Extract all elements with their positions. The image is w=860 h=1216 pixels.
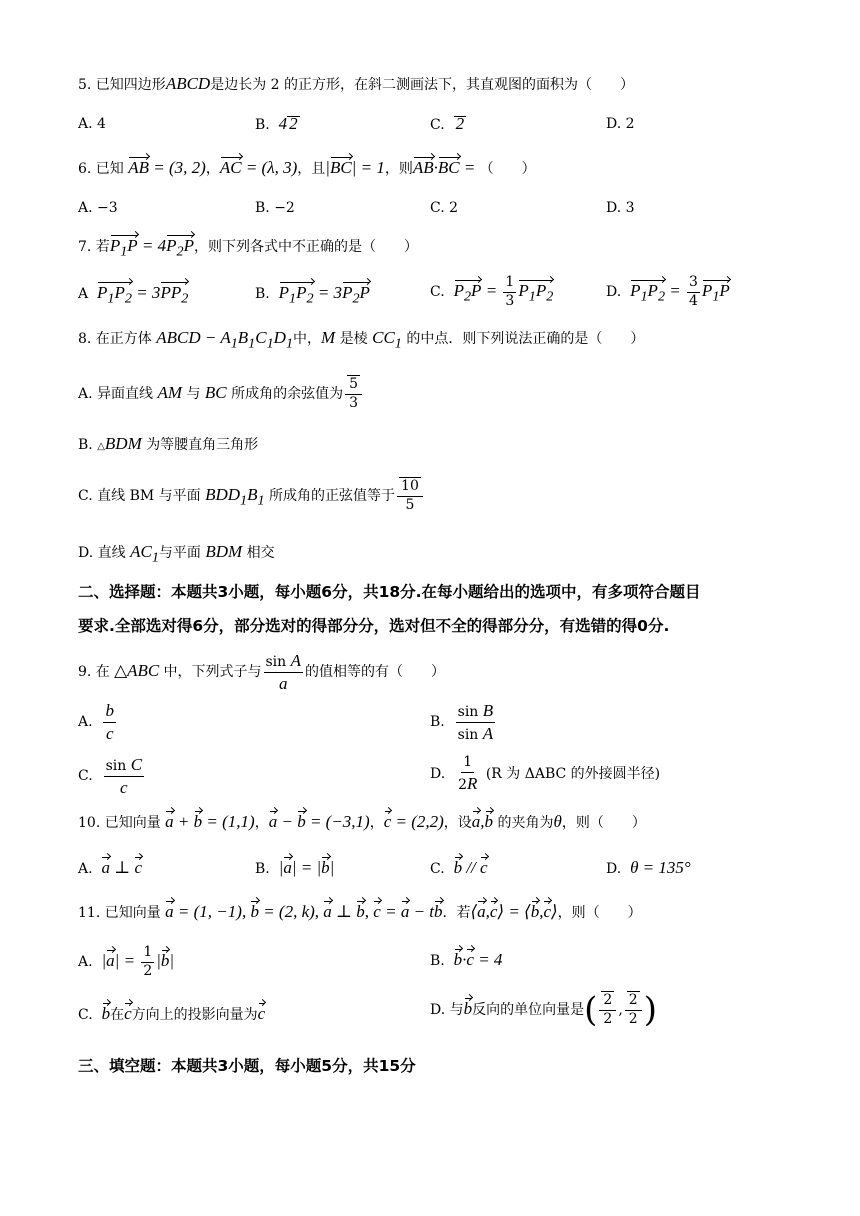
q11-option-a: A. |a| = $\frac{1}{2}$ |b| bbox=[78, 944, 175, 979]
question-11-stem: 11. 已知向量 a = (1, −1), b = (2, k), a ⊥ b, c = a − tb．若⟨a,c⟩ = ⟨b,c⟩，则（ ） bbox=[78, 902, 642, 921]
q9-option-b: B. $\frac{\text{sin B}}{\text{sin A}}$ bbox=[430, 701, 494, 743]
q7-option-b: B. $P_1P_2 = 3P_2P$ bbox=[255, 283, 370, 307]
q10-option-c: C. b // c bbox=[430, 858, 488, 877]
q5-option-c: C. 2 bbox=[430, 114, 465, 133]
question-8-stem: 8. 在正方体 ABCD − $A_1B_1C_1D_1$中，M 是棱 $CC_1$ 的中点．则下列说法正确的是（ ） bbox=[78, 328, 645, 352]
q7-option-c: C. $P_2P$ = $\frac{1}{3}$ $P_1P_2$ bbox=[430, 274, 554, 309]
q6-option-a: A. −3 bbox=[78, 200, 118, 216]
q5-option-d: D. 2 bbox=[606, 116, 635, 132]
q6-option-c: C. 2 bbox=[430, 200, 459, 216]
q11-option-d: D. 与b反向的单位向量是( $\frac{2}{2}$ , $\frac{2}{2}$ ) bbox=[430, 990, 657, 1030]
q9-option-d: D. $\frac{1}{2R}$ (R 为 ΔABC 的外接圆半径) bbox=[430, 754, 661, 793]
section-2-heading-cont: 要求.全部选对得6分，部分选对的得部分分，选对但不全的得部分分，有选错的得0分. bbox=[78, 617, 670, 635]
question-5-stem: 5. 已知四边形ABCD是边长为 2 的正方形，在斜二测画法下，其直观图的面积为（ ） bbox=[78, 74, 635, 93]
q8-option-c: C. 直线 BM 与平面 $BDD_1B_1$ 所成角的正弦值等于 $\frac{10}{5}$ bbox=[78, 478, 425, 514]
q6-option-b: B. −2 bbox=[255, 200, 295, 216]
q6-option-d: D. 3 bbox=[606, 200, 635, 216]
q9-option-a: A. $\frac{b}{c}$ bbox=[78, 701, 114, 743]
question-7-stem: 7. 若$P_1P = 4P_2P$，则下列各式中不正确的是（ ） bbox=[78, 236, 419, 260]
q10-option-a: A. a ⊥ c bbox=[78, 858, 143, 877]
q11-option-b: B. b·c = 4 bbox=[430, 950, 503, 969]
q8-option-d: D. 直线 $AC_1$与平面 BDM 相交 bbox=[78, 542, 275, 566]
question-6-stem: 6. 已知 AB = (3, 2)，AC = (λ, 3)，且|BC| = 1，则AB·BC = （ ） bbox=[78, 158, 536, 177]
section-2-heading: 二、选择题：本题共3小题，每小题6分，共18分.在每小题给出的选项中，有多项符合题目 bbox=[78, 583, 701, 601]
q7-option-a: A $P_1P_2 = 3PP_2$ bbox=[78, 283, 189, 307]
q10-option-b: B. |a| = |b| bbox=[255, 858, 335, 877]
q9-option-c: C. $\frac{\text{sin C}}{c}$ bbox=[78, 755, 143, 797]
q10-option-d: D. θ = 135° bbox=[606, 858, 691, 877]
question-10-stem: 10. 已知向量 a + b = (1,1)，a − b = (−3,1)，c = (2,2)，设a,b 的夹角为θ，则（ ） bbox=[78, 812, 646, 831]
question-9-stem: 9. 在 △ABC 中，下列式子与 $\frac{\text{sin A}}{a}$ 的值相等的有（ ） bbox=[78, 651, 446, 693]
q5-option-b: B. 4 2 bbox=[255, 114, 298, 133]
q5-option-a: A. 4 bbox=[78, 116, 106, 132]
q8-option-b: B. △BDM 为等腰直角三角形 bbox=[78, 434, 259, 453]
q11-option-c: C. b在c方向上的投影向量为c bbox=[78, 1004, 266, 1023]
section-3-heading: 三、填空题：本题共3小题，每小题5分，共15分 bbox=[78, 1057, 416, 1075]
q7-option-d: D. $P_1P_2$ = $\frac{3}{4}$ $P_1P$ bbox=[606, 274, 730, 309]
q8-option-a: A. 异面直线 AM 与 BC 所成角的余弦值为 $\frac{5}{3}$ bbox=[78, 376, 364, 412]
